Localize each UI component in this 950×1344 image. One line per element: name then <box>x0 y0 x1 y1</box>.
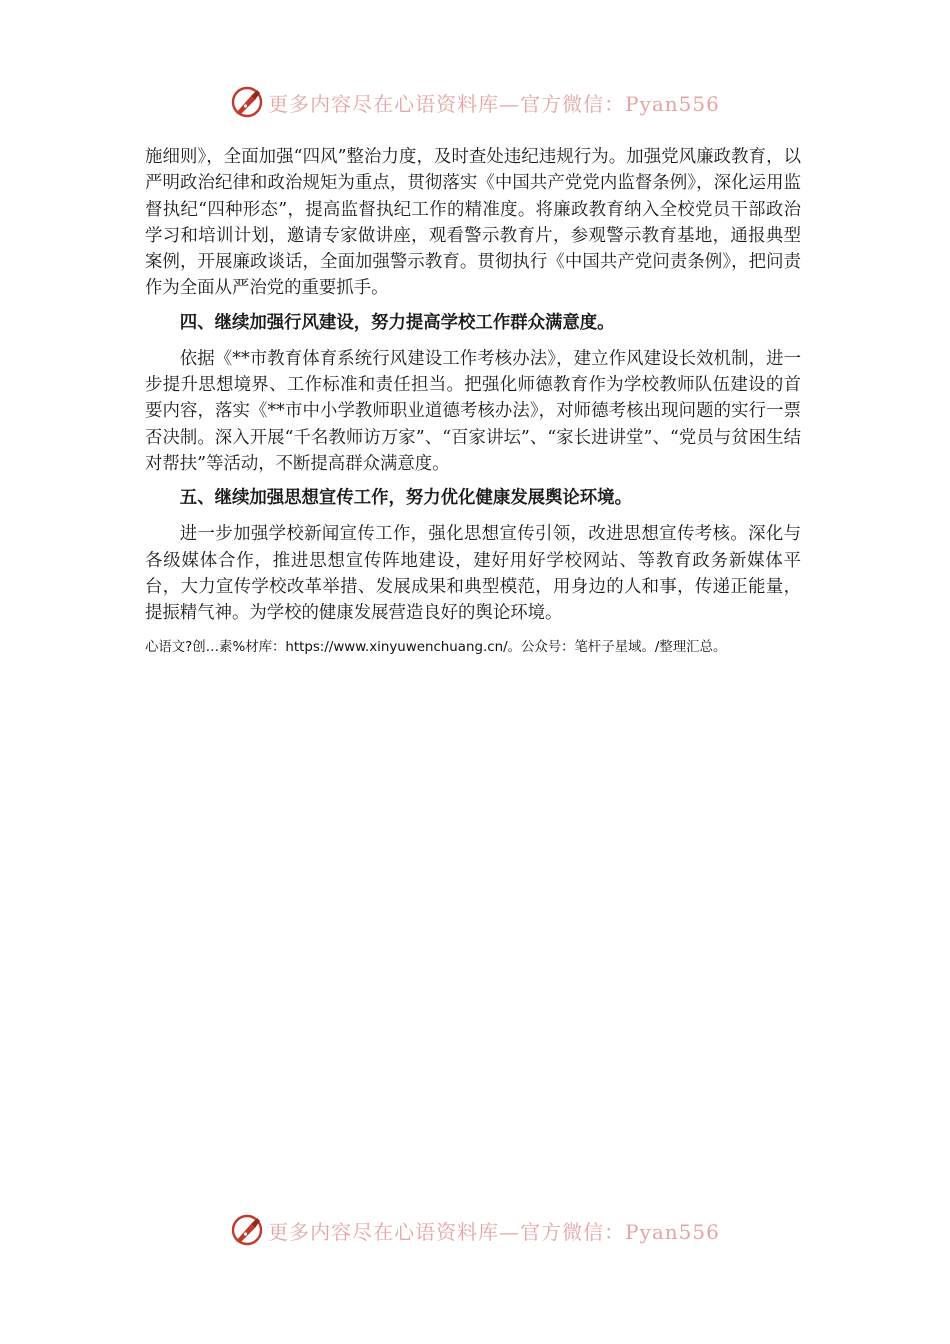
paragraph-discipline: 施细则》，全面加强“四风”整治力度，及时查处违纪违规行为。加强党风廉政教育，以严明政治纪律和政治规矩为重点，贯彻落实《中国共产党党内监督条例》，深化运用监督执纪“四种形态”，提高监督执纪工作的精准度。将廉政教育纳入全校党员干部政治学习和培训计划，邀请专家做讲座，观看警示教育片，参观警示教育基地，通报典型案例，开展廉政谈话，全面加强警示教育。贯彻执行《中国共产党问责条例》，把问责作为全面从严治党的重要抓手。 <box>145 147 801 299</box>
banner-text: 更多内容尽在心语资料库—官方微信：Pyan556 <box>268 1219 720 1244</box>
footer-banner <box>0 1208 950 1252</box>
pen-nib-circle-icon <box>230 1213 264 1247</box>
paragraph-publicity: 进一步加强学校新闻宣传工作，强化思想宣传引领，改进思想宣传考核。深化与各级媒体合作，推进思想宣传阵地建设，建好用好学校网站、等教育政务新媒体平台，大力宣传学校改革举措、发展成果和典型模范，用身边的人和事，传递正能量，提振精气神。为学校的健康发展营造良好的舆论环境。 <box>145 524 801 624</box>
section-heading-4: 四、继续加强行风建设，努力提高学校工作群众满意度。 <box>179 312 615 333</box>
banner-text: 更多内容尽在心语资料库—官方微信：Pyan556 <box>268 91 720 116</box>
source-line: 心语文?创…素%材库：https://www.xinyuwenchuang.cn/。公众号：笔杆子星域。/整理汇总。 <box>145 640 727 656</box>
section-heading-5: 五、继续加强思想宣传工作，努力优化健康发展舆论环境。 <box>179 488 632 509</box>
paragraph-work-style: 依据《**市教育体育系统行风建设工作考核办法》，建立作风建设长效机制，进一步提升思想境界、工作标准和责任担当。把强化师德教育作为学校教师队伍建设的首要内容，落实《**市中小学教师职业道德考核办法》，对师德考核出现问题的实行一票否决制。深入开展“千名教师访万家”、“百家讲坛”、“家长进讲堂”、“党员与贫困生结对帮扶”等活动，不断提高群众满意度。 <box>145 348 801 474</box>
header-banner <box>0 80 950 124</box>
pen-nib-circle-icon <box>230 85 264 119</box>
document-body <box>145 144 801 658</box>
